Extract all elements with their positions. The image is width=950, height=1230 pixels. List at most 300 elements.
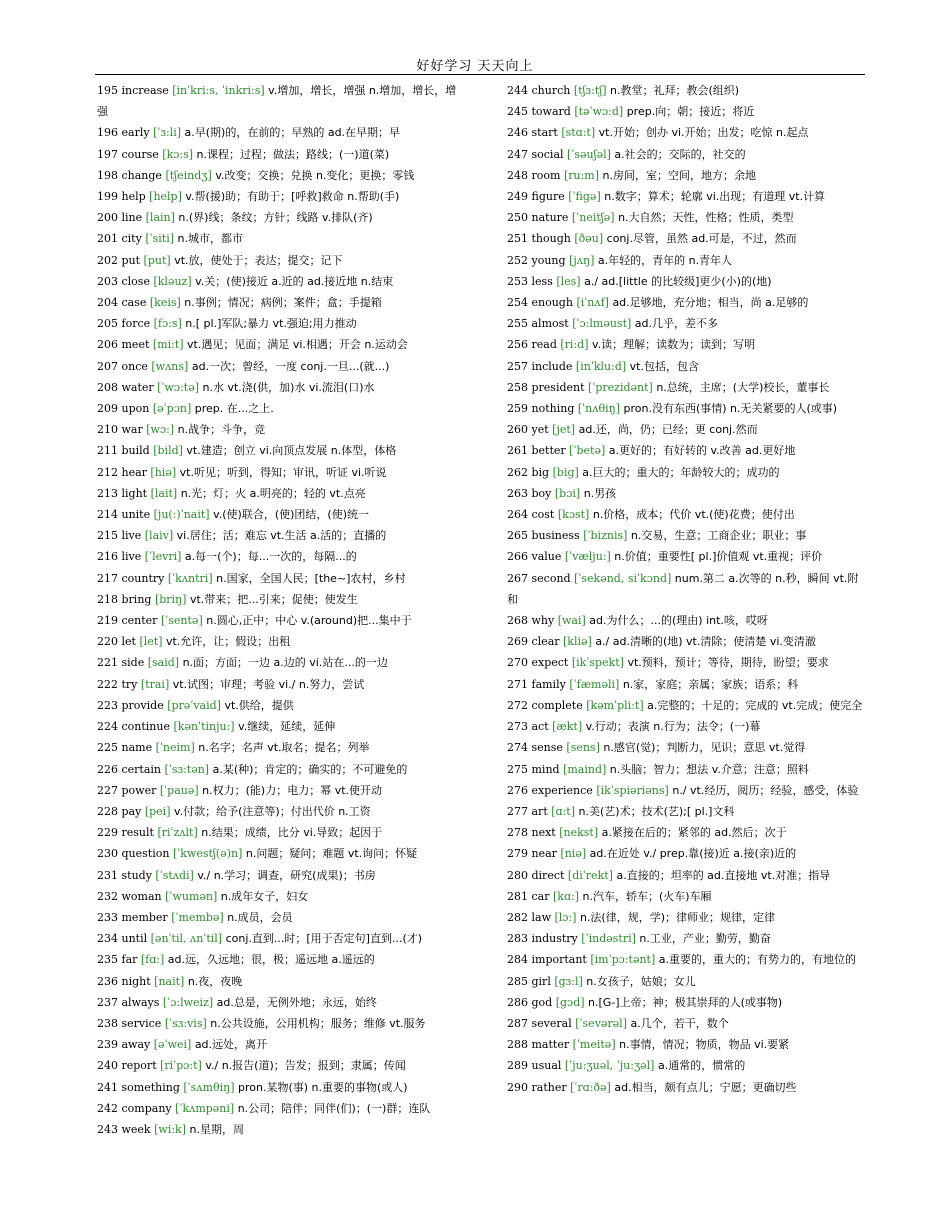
entry-definition: v.读；理解；读数为；读到；写明 xyxy=(591,338,756,352)
entry-definition: a.重要的，重大的；有势力的，有地位的 xyxy=(658,953,857,967)
entry-number: 251 xyxy=(507,232,528,246)
entry-word: cost xyxy=(531,508,555,522)
entry-number: 227 xyxy=(97,783,118,797)
entry-definition: vi.居住；活；难忘 vt.生活 a.活的；直播的 xyxy=(176,529,387,543)
entry-phonetic: [niə] xyxy=(560,847,587,861)
entry-word: yet xyxy=(531,423,549,437)
vocab-entry xyxy=(97,377,457,398)
entry-phonetic: [wi:k] xyxy=(154,1122,186,1136)
entry-definition: n.战争；斗争，竞 xyxy=(177,423,266,437)
entry-phonetic: [ðəu] xyxy=(574,232,604,246)
entry-phonetic: [əˈpɔn] xyxy=(152,402,192,416)
entry-phonetic: [fɔ:s] xyxy=(153,317,182,331)
entry-number: 288 xyxy=(507,1038,528,1052)
entry-number: 278 xyxy=(507,826,528,840)
entry-definition: ad.为什么；...的(理由) int.咳，哎呀 xyxy=(589,614,768,628)
entry-phonetic: [bild] xyxy=(153,444,183,458)
vocab-entry xyxy=(507,101,867,122)
entry-phonetic: [kɔst] xyxy=(557,508,590,522)
entry-number: 239 xyxy=(97,1038,118,1052)
vocab-entry xyxy=(97,334,457,355)
entry-definition: n.水 vt.浇(供，加)水 vi.流泪(口)水 xyxy=(202,380,375,394)
entry-phonetic: [iˈnʌf] xyxy=(576,296,609,310)
vocab-entry xyxy=(97,525,457,546)
entry-word: until xyxy=(121,932,148,946)
vocab-entry xyxy=(507,759,867,780)
vocab-entry xyxy=(97,716,457,737)
entry-phonetic: [ɑ:t] xyxy=(551,804,576,818)
entry-phonetic: [ˈmeitə] xyxy=(572,1038,616,1052)
entry-phonetic: [sens] xyxy=(566,741,600,755)
entry-phonetic: [wai] xyxy=(557,614,586,628)
vocab-entry xyxy=(97,462,457,483)
vocab-entry xyxy=(97,992,457,1013)
entry-number: 236 xyxy=(97,974,118,988)
entry-number: 222 xyxy=(97,677,118,691)
entry-phonetic: [mi:t] xyxy=(152,338,184,352)
entry-word: near xyxy=(531,847,557,861)
entry-word: sense xyxy=(531,741,563,755)
vocab-entry xyxy=(97,419,457,440)
entry-phonetic: [keis] xyxy=(149,296,181,310)
entry-word: water xyxy=(121,380,154,394)
entry-word: light xyxy=(121,486,148,500)
entry-word: important xyxy=(531,953,587,967)
entry-definition: a.完整的；十足的；完成的 vt.完成；使完全 xyxy=(647,698,863,712)
entry-definition: v.继续，延续，延伸 xyxy=(238,720,336,734)
entry-definition: n.女孩子，姑娘；女儿 xyxy=(586,974,696,988)
vocab-entry xyxy=(97,250,457,271)
entry-definition: vt.遇见；见面；满足 vi.相遇；开会 n.运动会 xyxy=(187,338,408,352)
entry-word: art xyxy=(531,804,548,818)
entry-phonetic: [əˈwei] xyxy=(153,1038,192,1052)
entry-number: 245 xyxy=(507,105,528,119)
entry-definition: pron.某物(事) n.重要的事物(或人) xyxy=(237,1080,408,1094)
entry-word: result xyxy=(121,826,154,840)
entry-definition: n.圆心,正中；中心 v.(around)把...集中于 xyxy=(206,614,412,628)
vocab-entry xyxy=(507,716,867,737)
entry-definition: ad.一次；曾经，一度 conj.一旦...(就...) xyxy=(191,359,390,373)
entry-word: act xyxy=(531,720,549,734)
entry-word: direct xyxy=(531,868,565,882)
entry-definition: vt.供给，提供 xyxy=(224,698,294,712)
vocab-entry xyxy=(507,80,867,101)
vocab-entry xyxy=(97,483,457,504)
entry-phonetic: [maind] xyxy=(563,762,607,776)
vocab-entry xyxy=(507,652,867,673)
entry-number: 253 xyxy=(507,274,528,288)
entry-phonetic: [ənˈtil, ʌnˈtil] xyxy=(150,932,223,946)
entry-phonetic: [ˈsʌmθiŋ] xyxy=(183,1080,235,1094)
entry-number: 280 xyxy=(507,868,528,882)
entry-phonetic: [ˈkʌntri] xyxy=(167,571,213,585)
entry-phonetic: [ˈbiznis] xyxy=(583,529,628,543)
entry-phonetic: [wʌns] xyxy=(151,359,189,373)
entry-number: 216 xyxy=(97,550,118,564)
entry-phonetic: [ˈmembə] xyxy=(171,910,224,924)
entry-definition: vt.听见；听到，得知；审讯，听证 vi.听说 xyxy=(179,465,387,479)
entry-phonetic: [ˈneitʃə] xyxy=(571,211,615,225)
entry-definition: ad.几乎，差不多 xyxy=(634,317,719,331)
entry-definition: n.家，家庭；亲属；家族；语系；科 xyxy=(622,677,799,691)
vocab-entry xyxy=(507,801,867,822)
entry-number: 270 xyxy=(507,656,528,670)
entry-word: once xyxy=(121,359,148,373)
entry-phonetic: [inˈkri:s, ˈinkri:s] xyxy=(172,84,265,97)
vocab-entry xyxy=(97,759,457,780)
entry-word: unite xyxy=(121,508,151,522)
entry-word: girl xyxy=(531,974,551,988)
entry-phonetic: [lain] xyxy=(145,211,175,225)
entry-definition: v.改变；交换；兑换 n.变化；更换；零钱 xyxy=(215,168,415,182)
entry-number: 275 xyxy=(507,762,528,776)
page-header: 好好学习 天天向上 xyxy=(416,59,534,74)
entry-number: 255 xyxy=(507,317,528,331)
entry-definition: n.价值；重要性[ pl.]价值观 vt.重视；评价 xyxy=(614,550,823,564)
entry-definition: ad.还，尚，仍；已经；更 conj.然而 xyxy=(578,423,758,437)
vocab-entry xyxy=(507,122,867,143)
entry-phonetic: [hiə] xyxy=(150,465,177,479)
entry-definition: vt.建造；创立 vi.向顶点发展 n.体型，体格 xyxy=(186,444,397,458)
vocab-entry xyxy=(97,1055,457,1076)
entry-word: rather xyxy=(531,1080,567,1094)
entry-definition: vt.试图；审理；考验 vi./ n.努力，尝试 xyxy=(172,677,365,691)
entry-definition: v.关；(使)接近 a.近的 ad.接近地 n.结束 xyxy=(195,274,394,288)
entry-definition: a.每一(个)；每...一次的，每隔...的 xyxy=(184,550,357,564)
entry-number: 221 xyxy=(97,656,118,670)
entry-word: toward xyxy=(531,105,571,119)
entry-word: study xyxy=(121,868,152,882)
entry-definition: n.光；灯；火 a.明亮的；轻的 vt.点亮 xyxy=(180,486,366,500)
entry-number: 235 xyxy=(97,953,118,967)
vocab-entry xyxy=(97,398,457,419)
entry-definition: v.行动；表演 n.行为；法令；(一)幕 xyxy=(585,720,761,734)
entry-definition: conj.尽管，虽然 ad.可是，不过，然而 xyxy=(606,232,797,246)
entry-word: night xyxy=(121,974,151,988)
entry-word: force xyxy=(121,317,151,331)
entry-word: away xyxy=(121,1038,151,1052)
vocab-entry xyxy=(97,610,457,631)
entry-number: 231 xyxy=(97,868,118,882)
entry-number: 252 xyxy=(507,253,528,267)
entry-word: though xyxy=(531,232,571,246)
entry-phonetic: [wɔ:] xyxy=(146,423,175,437)
entry-phonetic: [imˈpɔ:tənt] xyxy=(590,953,656,967)
entry-word: president xyxy=(531,380,585,394)
entry-phonetic: [ˈfigə] xyxy=(568,190,601,204)
vocab-entry xyxy=(97,949,457,970)
entry-word: help xyxy=(121,190,146,204)
entry-phonetic: [ˈstʌdi] xyxy=(155,868,194,882)
entry-word: several xyxy=(531,1016,572,1030)
entry-word: early xyxy=(121,126,150,140)
vocab-entry xyxy=(97,1034,457,1055)
entry-number: 206 xyxy=(97,338,118,352)
entry-phonetic: [briŋ] xyxy=(154,592,187,606)
entry-word: expect xyxy=(531,656,569,670)
entry-phonetic: [fɑ:] xyxy=(140,953,165,967)
entry-word: nothing xyxy=(531,402,575,416)
entry-phonetic: [nait] xyxy=(154,974,185,988)
entry-word: certain xyxy=(121,762,162,776)
entry-definition: vt.包括，包含 xyxy=(629,359,699,373)
entry-number: 202 xyxy=(97,253,118,267)
vocab-entry xyxy=(507,228,867,249)
entry-phonetic: [tʃeindʒ] xyxy=(165,168,212,182)
vocab-entry xyxy=(507,398,867,419)
entry-phonetic: [ikˈspekt] xyxy=(571,656,624,670)
entry-phonetic: [ˈju:ʒuəl, ˈju:ʒəl] xyxy=(564,1059,655,1073)
entry-word: hear xyxy=(121,465,147,479)
entry-number: 232 xyxy=(97,889,118,903)
entry-phonetic: [ˈɜ:li] xyxy=(153,126,182,140)
entry-word: close xyxy=(121,274,150,288)
vocab-entry xyxy=(97,971,457,992)
entry-definition: n.事例；情况；病例；案件；盒；手提箱 xyxy=(184,296,382,310)
entry-number: 214 xyxy=(97,508,118,522)
entry-phonetic: [ˈpauə] xyxy=(159,783,199,797)
vocab-entry xyxy=(97,737,457,758)
entry-phonetic: [lait] xyxy=(150,486,178,500)
entry-word: boy xyxy=(531,486,552,500)
entry-number: 200 xyxy=(97,211,118,225)
vocab-entry xyxy=(507,865,867,886)
entry-phonetic: [ˈrɑ:ðə] xyxy=(570,1080,611,1094)
entry-definition: n.(界)线；条纹；方针；线路 v.排队(齐) xyxy=(178,211,373,225)
vocab-entry xyxy=(97,1077,457,1098)
entry-number: 265 xyxy=(507,529,528,543)
entry-number: 197 xyxy=(97,147,118,161)
entry-definition: ad.远处，离开 xyxy=(194,1038,268,1052)
entry-definition: n.名字；名声 vt.取名；提名；列举 xyxy=(198,741,370,755)
entry-number: 276 xyxy=(507,783,528,797)
vocab-entry xyxy=(97,886,457,907)
entry-phonetic: [gɜ:l] xyxy=(554,974,583,988)
entry-phonetic: [tʃɜ:tʃ] xyxy=(573,84,607,97)
entry-definition: a.更好的；有好转的 v.改善 ad.更好地 xyxy=(608,444,796,458)
entry-number: 256 xyxy=(507,338,528,352)
vocab-entry xyxy=(507,525,867,546)
entry-number: 238 xyxy=(97,1016,118,1030)
entry-word: war xyxy=(121,423,143,437)
entry-phonetic: [help] xyxy=(149,190,182,204)
entry-definition: n.房间，室；空间，地方；余地 xyxy=(602,168,756,182)
entry-number: 264 xyxy=(507,508,528,522)
vocab-entry xyxy=(97,631,457,652)
entry-number: 261 xyxy=(507,444,528,458)
entry-number: 274 xyxy=(507,741,528,755)
vocab-column-right xyxy=(507,80,867,1098)
entry-definition: n.交易，生意；工商企业；职业；事 xyxy=(630,529,807,543)
entry-definition: a.几个，若干，数个 xyxy=(630,1016,729,1030)
entry-word: big xyxy=(531,465,550,479)
entry-definition: n.[ pl.]军队;暴力 vt.强迫;用力推动 xyxy=(185,317,357,331)
entry-word: country xyxy=(121,571,165,585)
entry-phonetic: [big] xyxy=(552,465,579,479)
entry-definition: prep.向；朝；接近；将近 xyxy=(626,105,755,119)
vocab-entry xyxy=(507,780,867,801)
entry-phonetic: [prəˈvaid] xyxy=(167,698,221,712)
vocab-entry xyxy=(507,568,867,610)
entry-word: center xyxy=(121,614,158,628)
entry-word: figure xyxy=(531,190,565,204)
entry-phonetic: [riˈzʌlt] xyxy=(157,826,198,840)
entry-phonetic: [jet] xyxy=(552,423,576,437)
entry-definition: n.课程；过程；做法；路线；(一)道(菜) xyxy=(196,147,390,161)
entry-definition: n.男孩 xyxy=(583,486,617,500)
entry-phonetic: [ru:m] xyxy=(563,168,599,182)
entry-word: bring xyxy=(121,592,152,606)
vocab-entry xyxy=(97,144,457,165)
vocab-entry xyxy=(97,1119,457,1140)
vocab-entry xyxy=(97,589,457,610)
entry-word: increase xyxy=(121,84,169,97)
entry-word: experience xyxy=(531,783,593,797)
entry-word: pay xyxy=(121,804,142,818)
entry-definition: ad.相当，颇有点儿；宁愿；更确切些 xyxy=(614,1080,797,1094)
entry-phonetic: [ˈɔ:lməust] xyxy=(572,317,632,331)
entry-number: 258 xyxy=(507,380,528,394)
entry-number: 286 xyxy=(507,995,528,1009)
entry-definition: n.事情，情况；物质，物品 vi.要紧 xyxy=(619,1038,790,1052)
entry-definition: n.结果；成绩，比分 vi.导致；起因于 xyxy=(201,826,383,840)
entry-number: 230 xyxy=(97,847,118,861)
vocab-entry xyxy=(507,674,867,695)
entry-definition: vt.允许，让；假设；出租 xyxy=(165,635,291,649)
entry-number: 254 xyxy=(507,296,528,310)
entry-word: power xyxy=(121,783,157,797)
entry-word: put xyxy=(121,253,141,267)
entry-word: mind xyxy=(531,762,560,776)
vocab-entry xyxy=(97,1098,457,1119)
entry-definition: num.第二 a.次等的 n.秒，瞬间 vt.附和 xyxy=(507,571,859,606)
vocab-entry xyxy=(97,674,457,695)
entry-number: 268 xyxy=(507,614,528,628)
entry-number: 260 xyxy=(507,423,528,437)
entry-definition: vt.开始；创办 vi.开始；出发；吃惊 n.起点 xyxy=(598,126,809,140)
entry-number: 273 xyxy=(507,720,528,734)
entry-word: far xyxy=(121,953,138,967)
vocab-entry xyxy=(507,419,867,440)
entry-number: 211 xyxy=(97,444,118,458)
entry-number: 285 xyxy=(507,974,528,988)
entry-word: young xyxy=(531,253,566,267)
entry-word: enough xyxy=(531,296,573,310)
vocab-entry xyxy=(97,440,457,461)
vocab-entry xyxy=(97,80,457,122)
entry-number: 289 xyxy=(507,1059,528,1073)
entry-definition: n.城市，都市 xyxy=(177,232,244,246)
entry-number: 234 xyxy=(97,932,118,946)
entry-word: report xyxy=(121,1059,157,1073)
entry-phonetic: [kəmˈpli:t] xyxy=(586,698,644,712)
entry-number: 247 xyxy=(507,147,528,161)
entry-definition: a.直接的；坦率的 ad.直接地 vt.对准；指导 xyxy=(616,868,831,882)
entry-number: 210 xyxy=(97,423,118,437)
entry-phonetic: [ˈlevri] xyxy=(144,550,182,564)
entry-number: 248 xyxy=(507,168,528,182)
entry-phonetic: [ækt] xyxy=(552,720,583,734)
entry-number: 209 xyxy=(97,402,118,416)
entry-number: 242 xyxy=(97,1101,118,1115)
entry-number: 219 xyxy=(97,614,118,628)
entry-definition: n.价格，成本；代价 vt.(使)花费；使付出 xyxy=(592,508,795,522)
entry-word: line xyxy=(121,211,143,225)
entry-number: 282 xyxy=(507,910,528,924)
entry-phonetic: [kənˈtinju:] xyxy=(173,720,235,734)
entry-number: 266 xyxy=(507,550,528,564)
entry-number: 205 xyxy=(97,317,118,331)
entry-number: 240 xyxy=(97,1059,118,1073)
vocab-entry xyxy=(97,652,457,673)
vocab-entry xyxy=(507,610,867,631)
entry-definition: n.法(律，规，学)；律师业；规律，定律 xyxy=(579,910,776,924)
vocab-entry xyxy=(507,504,867,525)
vocab-entry xyxy=(507,886,867,907)
vocab-entry xyxy=(97,165,457,186)
entry-phonetic: [ˈsiti] xyxy=(145,232,175,246)
entry-word: almost xyxy=(531,317,569,331)
entry-phonetic: [kɑ:] xyxy=(552,889,579,903)
entry-definition: n.总统，主席；(大学)校长，董事长 xyxy=(656,380,830,394)
entry-phonetic: [ˈsekənd, siˈkɔnd] xyxy=(574,571,672,585)
entry-phonetic: [lɔ:] xyxy=(554,910,577,924)
entry-number: 220 xyxy=(97,635,118,649)
vocab-entry xyxy=(97,186,457,207)
entry-phonetic: [ˈkʌmpəni] xyxy=(175,1101,235,1115)
entry-phonetic: [ˈsɜ:vis] xyxy=(164,1016,207,1030)
entry-phonetic: [laiv] xyxy=(144,529,174,543)
entry-phonetic: [ikˈspiəriəns] xyxy=(596,783,669,797)
entry-definition: n.权力；(能)力；电力；幂 vt.使开动 xyxy=(202,783,383,797)
vocab-entry xyxy=(97,207,457,228)
entry-definition: n.夜，夜晚 xyxy=(187,974,243,988)
entry-phonetic: [ˈsentə] xyxy=(160,614,203,628)
entry-word: question xyxy=(121,847,170,861)
vocab-entry xyxy=(507,1055,867,1076)
entry-phonetic: [kɔ:s] xyxy=(162,147,194,161)
vocab-entry xyxy=(507,334,867,355)
entry-phonetic: [ˈsɜ:tən] xyxy=(164,762,210,776)
entry-word: woman xyxy=(121,889,162,903)
entry-number: 243 xyxy=(97,1122,118,1136)
entry-number: 283 xyxy=(507,932,528,946)
entry-definition: n.国家，全国人民；[the~]农村，乡村 xyxy=(216,571,406,585)
entry-definition: v./ n.学习；调查，研究(成果)；书房 xyxy=(197,868,376,882)
entry-phonetic: [ˈprezidənt] xyxy=(588,380,653,394)
entry-word: live xyxy=(121,529,142,543)
entry-definition: n.工业，产业；勤劳，勤奋 xyxy=(639,932,771,946)
entry-number: 262 xyxy=(507,465,528,479)
entry-definition: n.成年女子，妇女 xyxy=(220,889,309,903)
entry-word: something xyxy=(121,1080,180,1094)
vocab-entry xyxy=(507,144,867,165)
vocab-entry xyxy=(507,440,867,461)
entry-number: 271 xyxy=(507,677,528,691)
vocab-entry xyxy=(97,546,457,567)
vocab-entry xyxy=(507,207,867,228)
entry-word: room xyxy=(531,168,561,182)
entry-number: 225 xyxy=(97,741,118,755)
entry-word: industry xyxy=(531,932,578,946)
vocab-entry xyxy=(97,928,457,949)
entry-definition: a.社会的；交际的，社交的 xyxy=(614,147,746,161)
entry-number: 196 xyxy=(97,126,118,140)
vocab-column-left xyxy=(97,80,457,1140)
vocab-entry xyxy=(507,356,867,377)
entry-number: 217 xyxy=(97,571,118,585)
vocab-entry xyxy=(507,250,867,271)
